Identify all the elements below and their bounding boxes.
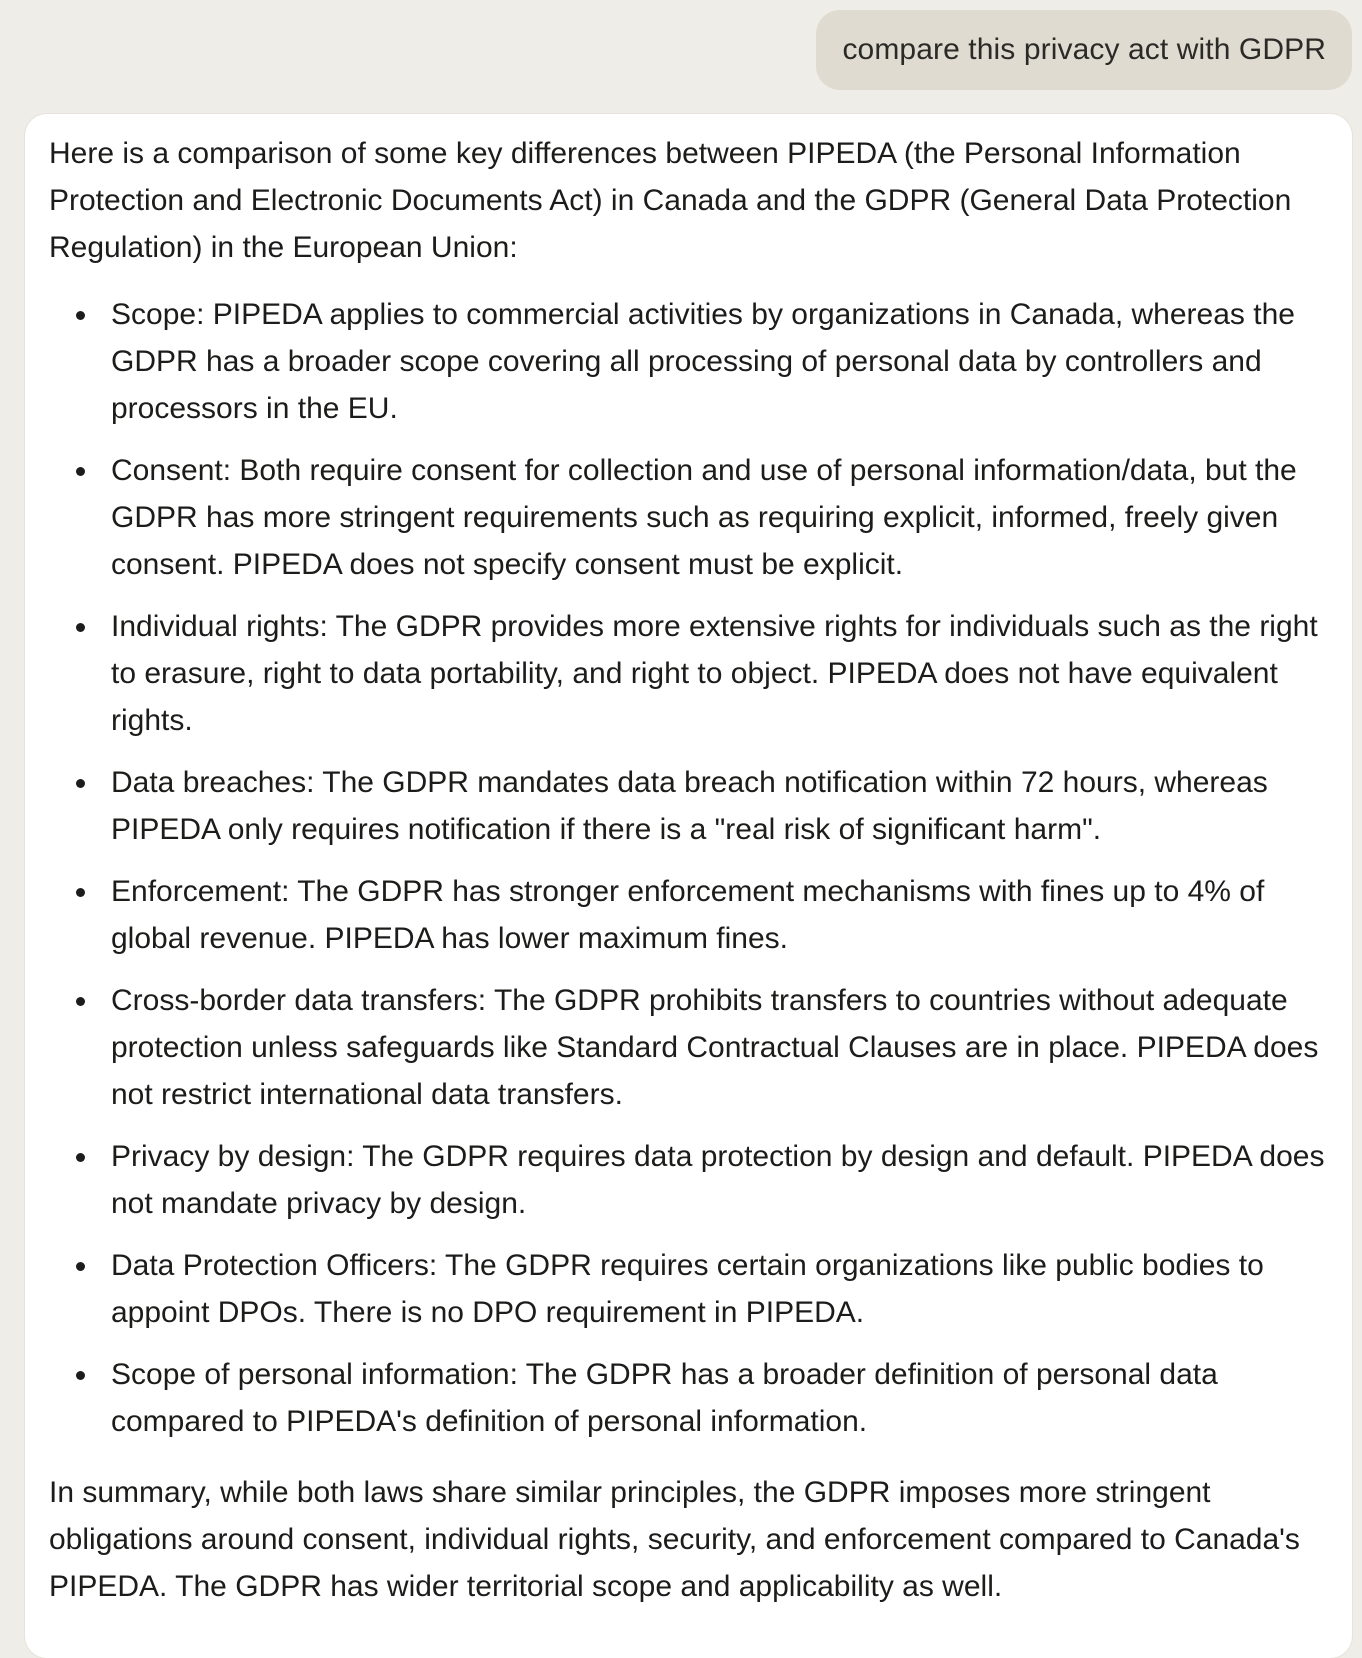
user-message-row xyxy=(816,10,1352,90)
bullet-icon xyxy=(76,1262,85,1271)
assistant-message xyxy=(25,114,1352,1658)
list-item xyxy=(49,759,1328,853)
bullet-icon xyxy=(76,1153,85,1162)
bullet-icon xyxy=(76,779,85,788)
list-item-text: Privacy by design: The GDPR requires data protection by design and default. PIPEDA does not mandate privacy by design. xyxy=(111,1140,1325,1220)
bullet-icon xyxy=(76,997,85,1006)
list-item xyxy=(49,291,1328,432)
bullet-icon xyxy=(76,888,85,897)
list-item xyxy=(49,1133,1328,1227)
list-item xyxy=(49,447,1328,588)
list-item xyxy=(49,1242,1328,1336)
list-item xyxy=(49,977,1328,1118)
list-item-text: Enforcement: The GDPR has stronger enforcement mechanisms with fines up to 4% of global revenue. PIPEDA has lower maximum fines. xyxy=(111,875,1265,955)
list-item-text: Cross-border data transfers: The GDPR prohibits transfers to countries without adequate protection unless safeguards like Standard Contractual Clauses are in place. PIPEDA does not restrict international data transfers. xyxy=(111,984,1319,1111)
bullet-icon xyxy=(76,1371,85,1380)
list-item-text: Data Protection Officers: The GDPR requires certain organizations like public bodies to appoint DPOs. There is no DPO requirement in PIPEDA. xyxy=(111,1249,1264,1329)
list-item xyxy=(49,868,1328,962)
list-item xyxy=(49,603,1328,744)
bullet-icon xyxy=(76,623,85,632)
list-item-text: Data breaches: The GDPR mandates data breach notification within 72 hours, whereas PIPEDA only requires notification if there is a "real risk of significant harm". xyxy=(111,766,1268,846)
assistant-summary: In summary, while both laws share similar principles, the GDPR imposes more stringent obligations around consent, individual rights, security, and enforcement compared to Canada's PIPEDA. The GDPR has wider territorial scope and applicability as well. xyxy=(49,1476,1300,1603)
bullet-icon xyxy=(76,467,85,476)
assistant-intro: Here is a comparison of some key differences between PIPEDA (the Personal Information Protection and Electronic Documents Act) in Canada and the GDPR (General Data Protection Regulation) in the European Union: xyxy=(49,137,1292,264)
list-item xyxy=(49,1351,1328,1445)
list-item-text: Scope of personal information: The GDPR has a broader definition of personal data compared to PIPEDA's definition of personal information. xyxy=(111,1358,1218,1438)
user-message-bubble: compare this privacy act with GDPR xyxy=(816,10,1352,90)
list-item-text: Individual rights: The GDPR provides more extensive rights for individuals such as the right to erasure, right to data portability, and right to object. PIPEDA does not have equivalent rights. xyxy=(111,610,1318,737)
comparison-list xyxy=(49,291,1328,1445)
list-item-text: Consent: Both require consent for collection and use of personal information/data, but the GDPR has more stringent requirements such as requiring explicit, informed, freely given consent. PIPEDA does not specify consent must be explicit. xyxy=(111,454,1297,581)
list-item-text: Scope: PIPEDA applies to commercial activities by organizations in Canada, whereas the GDPR has a broader scope covering all processing of personal data by controllers and processors in the EU. xyxy=(111,298,1295,425)
bullet-icon xyxy=(76,311,85,320)
